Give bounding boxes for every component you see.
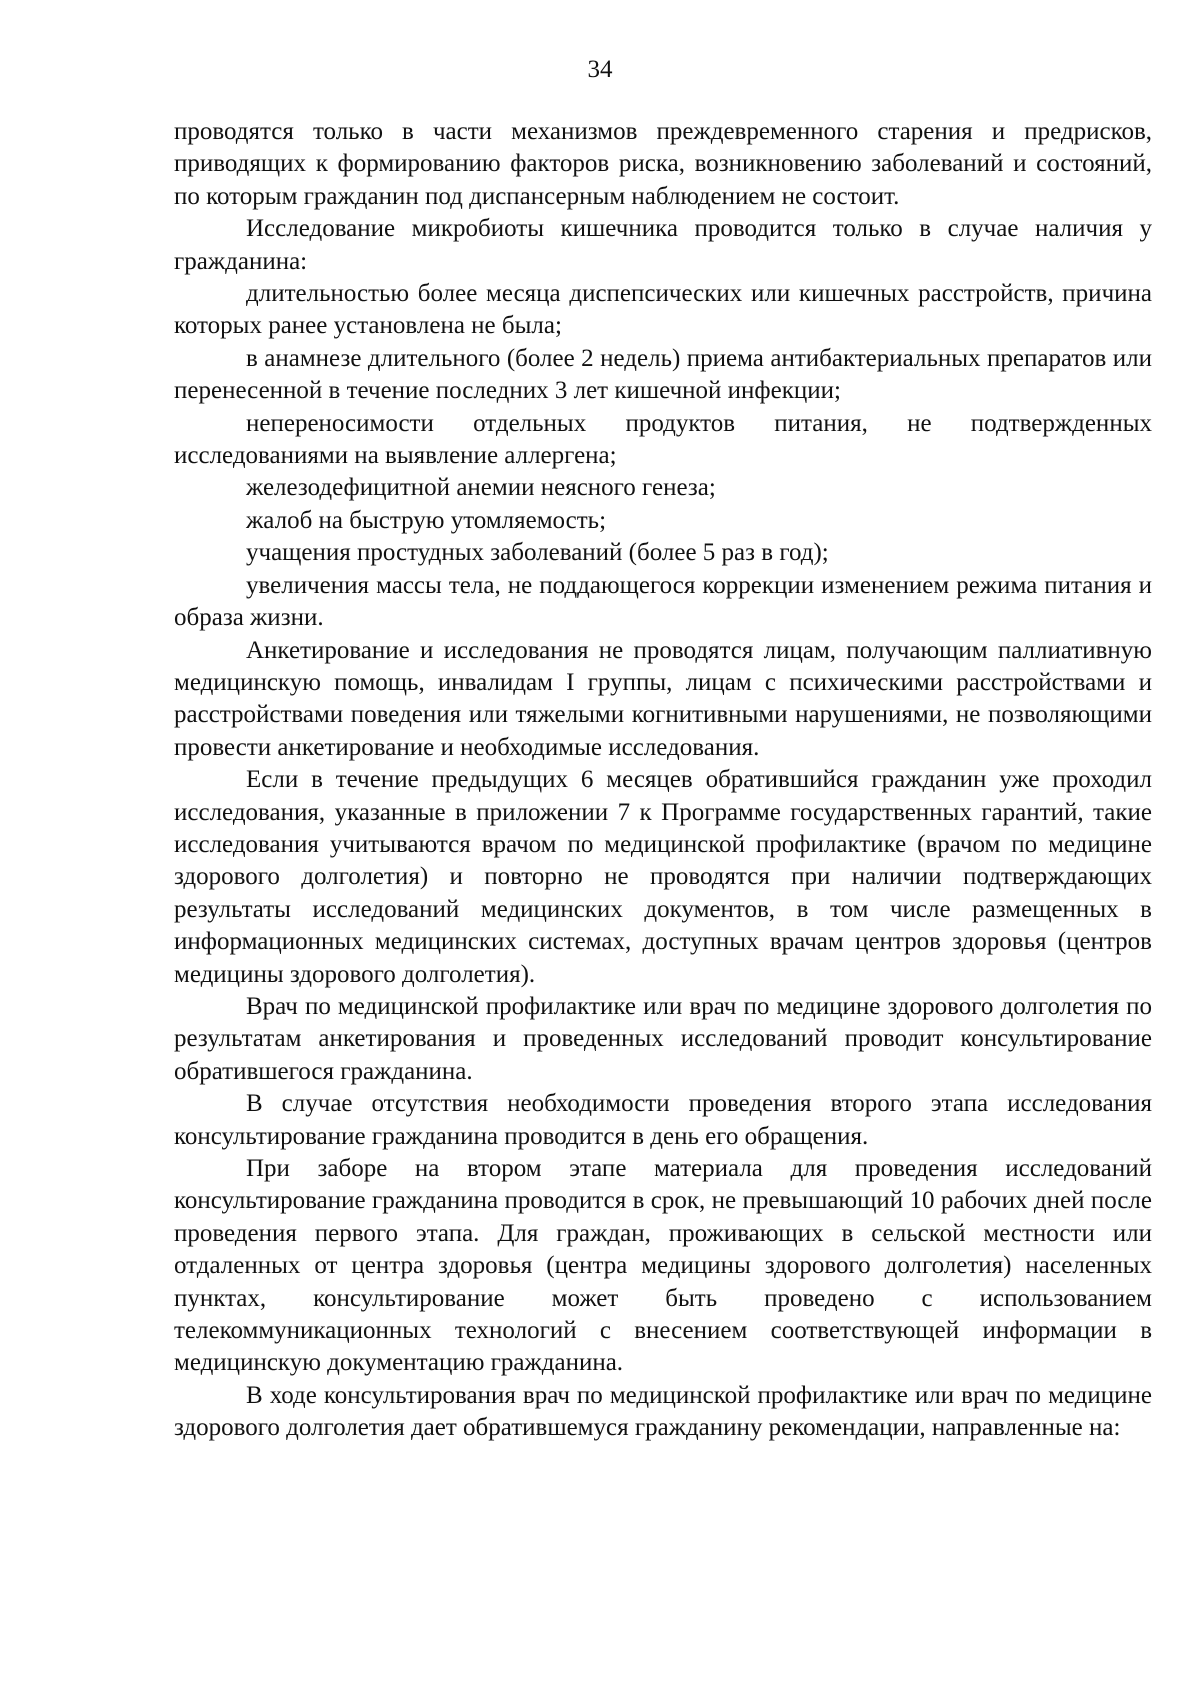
page-number: 34 bbox=[587, 56, 613, 83]
paragraph-consultation: Врач по медицинской профилактике или врач по медицине здорового долголетия по результатам анкетирования и проведенных исследований проводит консультирование обратившегося гражданина. bbox=[174, 992, 1152, 1085]
list-item-anemia: железодефицитной анемии неясного генеза; bbox=[246, 474, 716, 502]
list-item-fatigue: жалоб на быструю утомляемость; bbox=[246, 506, 607, 534]
document-body bbox=[174, 116, 1152, 1445]
paragraph-second-stage: При заборе на втором этапе материала для проведения исследований консультирование гражданина проводится в срок, не превышающий 10 рабочих дней после проведения первого этапа. Для граждан, проживающих в сельской местности или отдаленных от центра здоровья (центра медицины здорового долголетия) населенных пунктах, консультирование может быть проведено с использованием телекоммуникационных технологий с внесением соответствующей информации в медицинскую документацию гражданина. bbox=[174, 1155, 1152, 1377]
paragraph-continuation: проводятся только в части механизмов преждевременного старения и предрисков, приводящих к формированию факторов риска, возникновению заболеваний и состояний, по которым гражданин под диспансерным наблюдением не состоит. bbox=[174, 118, 1152, 210]
list-item-food-intolerance: непереносимости отдельных продуктов питания, не подтвержденных исследованиями на выявление аллергена; bbox=[174, 409, 1152, 470]
list-item-colds: учащения простудных заболеваний (более 5 раз в год); bbox=[246, 539, 829, 567]
list-item-antibiotics: в анамнезе длительного (более 2 недель) приема антибактериальных препаратов или перенесенной в течение последних 3 лет кишечной инфекции; bbox=[174, 344, 1152, 405]
list-item-dyspepsia: длительностью более месяца диспепсических или кишечных расстройств, причина которых ранее установлена не была; bbox=[174, 280, 1152, 340]
paragraph-same-day: В случае отсутствия необходимости проведения второго этапа исследования консультирование гражданина проводится в день его обращения. bbox=[174, 1090, 1152, 1150]
paragraph-previous-tests: Если в течение предыдущих 6 месяцев обратившийся гражданин уже проходил исследования, указанные в приложении 7 к Программе государственных гарантий, такие исследования учитываются врачом по медицинской профилактике (врачом по медицине здорового долголетия) и повторно не проводятся при наличии подтверждающих результаты исследований медицинских документов, в том числе размещенных в информационных медицинских системах, доступных врачам центров здоровья (центров медицины здорового долголетия). bbox=[174, 766, 1152, 988]
paragraph-recommendations: В ходе консультирования врач по медицинской профилактике или врач по медицине здорового долголетия дает обратившемуся гражданину рекомендации, направленные на: bbox=[174, 1381, 1152, 1442]
paragraph-microbiota-intro: Исследование микробиоты кишечника проводится только в случае наличия у гражданина: bbox=[174, 215, 1152, 275]
paragraph-exclusions: Анкетирование и исследования не проводятся лицам, получающим паллиативную медицинскую помощь, инвалидам I группы, лицам с психическими расстройствами и расстройствами поведения или тяжелыми когнитивными нарушениями, не позволяющими провести анкетирование и необходимые исследования. bbox=[174, 636, 1152, 761]
list-item-weight: увеличения массы тела, не поддающегося коррекции изменением режима питания и образа жизни. bbox=[174, 571, 1152, 632]
